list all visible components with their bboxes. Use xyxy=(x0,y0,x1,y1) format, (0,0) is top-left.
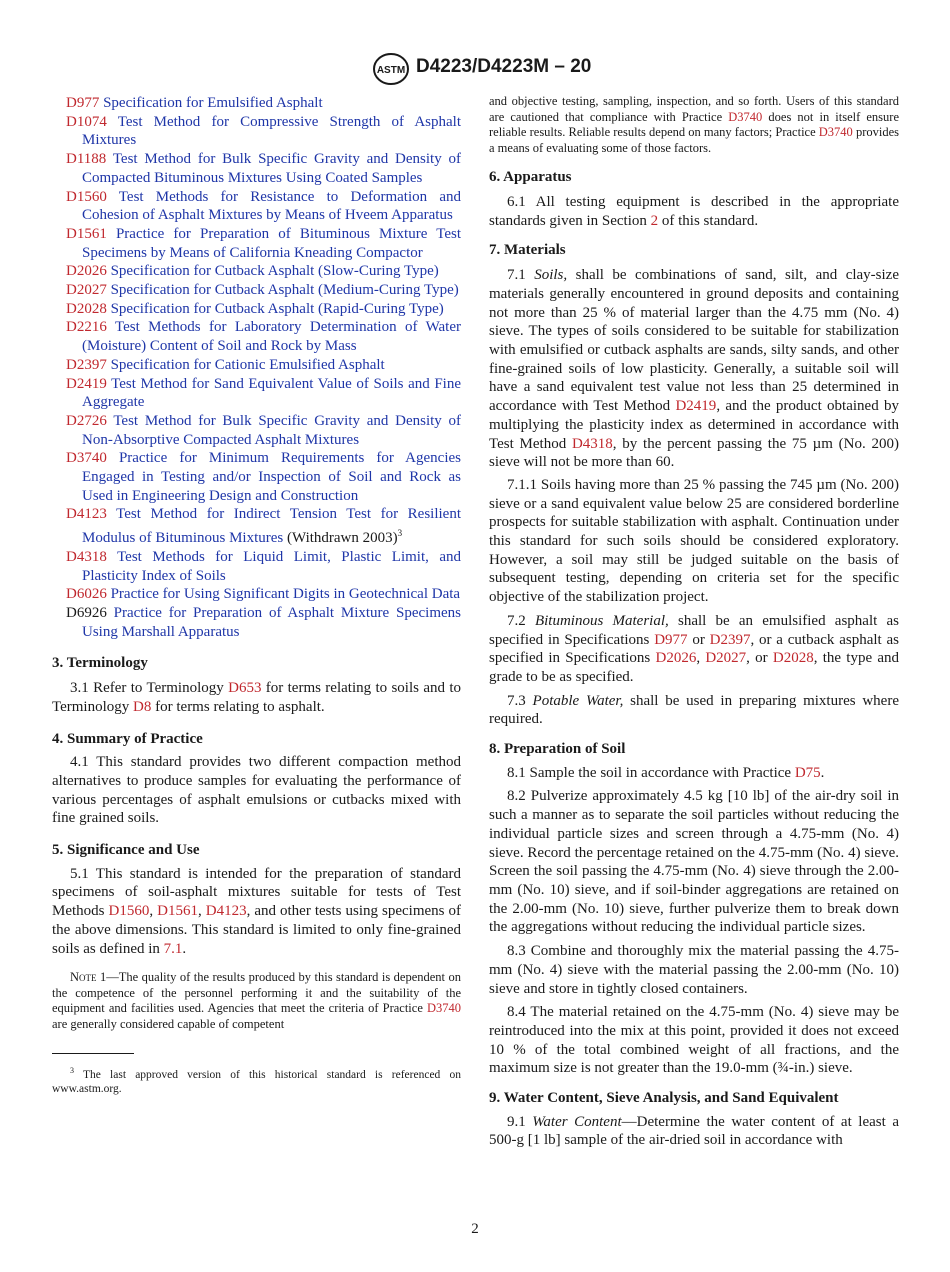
reference-code-link[interactable]: D977 xyxy=(66,95,100,111)
reference-code-link[interactable]: D1188 xyxy=(66,151,107,168)
paragraph-8-3: 8.3 Combine and thoroughly mix the material passing the 4.75-mm (No. 4) sieve with the material passing the 2.00-mm (No. 10) sieve and store in tightly closed containers. xyxy=(489,943,899,997)
link-d3740[interactable]: D3740 xyxy=(818,125,853,140)
link-d3740[interactable]: D3740 xyxy=(426,1001,461,1016)
standard-designation: D4223/D4223M – 20 xyxy=(416,56,592,77)
reference-code-link[interactable]: D6026 xyxy=(66,586,107,603)
reference-title-link[interactable]: Test Method for Bulk Specific Gravity and Density of Non-Absorptive Compacted Asphalt Mixtures xyxy=(82,412,462,448)
link-d2397[interactable]: D2397 xyxy=(709,631,751,648)
reference-code-link[interactable]: D2027 xyxy=(66,282,107,299)
page-header xyxy=(0,52,950,86)
paragraph-7-3: 7.3 Potable Water, shall be used in preparing mixtures where required. xyxy=(489,692,899,728)
paragraph-8-4: 8.4 The material retained on the 4.75-mm (No. 4) sieve may be reintroduced into the mix at this point, provided it does not exceed 10 % of the total combined weight of all fractions, and the maximum size is not greater than the 19.0-mm (¾-in.) sieve. xyxy=(489,1004,899,1077)
footnote-marker: 3 xyxy=(397,528,403,539)
section-8-heading: 8. Preparation of Soil xyxy=(489,741,626,758)
referenced-documents-list xyxy=(52,94,461,641)
paragraph-9-1: 9.1 Water Content—Determine the water content of at least a 500-g [1 lb] sample of the air-dried soil in accordance with xyxy=(489,1113,899,1149)
reference-title-link[interactable]: Specification for Emulsified Asphalt xyxy=(103,95,323,111)
paragraph-8-1: 8.1 Sample the soil in accordance with Practice D75. xyxy=(507,764,825,781)
reference-withdrawn-note: (Withdrawn 2003) xyxy=(283,530,398,547)
reference-code-link[interactable]: D2216 xyxy=(66,319,107,336)
reference-code-link[interactable]: D2026 xyxy=(66,263,107,280)
reference-title-link[interactable]: Specification for Cationic Emulsified Asphalt xyxy=(110,356,385,373)
link-d653[interactable]: D653 xyxy=(228,680,262,697)
link-d8[interactable]: D8 xyxy=(133,698,152,715)
reference-item-d2028 xyxy=(52,300,461,319)
reference-item-d3740 xyxy=(52,449,461,505)
svg-text:ASTM: ASTM xyxy=(376,65,406,76)
paragraph-3-1: 3.1 Refer to Terminology D653 for terms relating to soils and to Terminology D8 for terms relating to asphalt. xyxy=(52,680,461,715)
paragraph-6-1: 6.1 All testing equipment is described in the appropriate standards given in Section 2 of this standard. xyxy=(489,194,899,229)
link-d4123[interactable]: D4123 xyxy=(205,903,247,920)
reference-item-d2397 xyxy=(52,356,461,375)
link-d4318[interactable]: D4318 xyxy=(571,435,613,452)
reference-item-d2726 xyxy=(52,412,461,449)
reference-code-link[interactable]: D2419 xyxy=(66,375,107,392)
reference-code-link[interactable]: D6926 xyxy=(66,604,107,621)
section-9-heading: 9. Water Content, Sieve Analysis, and Sand Equivalent xyxy=(489,1090,839,1107)
reference-item-d1561 xyxy=(52,225,461,262)
reference-title-link[interactable]: Test Methods for Resistance to Deformation and Cohesion of Asphalt Mixtures by Means of Hveem Apparatus xyxy=(82,188,461,224)
reference-title-link[interactable]: Test Method for Compressive Strength of Asphalt Mixtures xyxy=(82,113,461,149)
link-d1560[interactable]: D1560 xyxy=(108,903,150,920)
reference-code-link[interactable]: D1561 xyxy=(66,225,107,242)
paragraph-4-1: 4.1 This standard provides two different compaction method alternatives to produce samples for evaluating the performance of various percentages of asphalt emulsions or cutbacks mixed with fine grained soils. xyxy=(52,754,461,827)
reference-title-link[interactable]: Practice for Minimum Requirements for Agencies Engaged in Testing and/or Inspection of Soil and Rock as Used in Engineering Design and Construction xyxy=(82,450,461,504)
section-5-heading: 5. Significance and Use xyxy=(52,842,200,859)
reference-item-d1560 xyxy=(52,188,461,225)
reference-title-link[interactable]: Specification for Cutback Asphalt (Medium-Curing Type) xyxy=(110,282,459,299)
link-d2028[interactable]: D2028 xyxy=(772,650,814,667)
paragraph-5-1: 5.1 This standard is intended for the preparation of standard specimens of soil-asphalt mixtures suitable for tests of Test Methods D1560, D1561, D4123, and other tests using specimens of the above dimensions. This standard is limited to only fine-grained soils as defined in 7.1. xyxy=(52,865,462,957)
link-d2419[interactable]: D2419 xyxy=(675,398,717,415)
reference-title-link[interactable]: Test Method for Indirect Tension Test for Resilient Modulus of Bituminous Mixtures xyxy=(82,506,461,547)
reference-code-link[interactable]: D3740 xyxy=(66,450,107,467)
note-1: Note 1—The quality of the results produced by this standard is dependent on the competence of the personnel performing it and the suitability of the equipment and facilities used. Agencies that meet the criteria of Practice D3740 are generally considered capable of competent xyxy=(52,970,461,1032)
reference-title-link[interactable]: Specification for Cutback Asphalt (Rapid-Curing Type) xyxy=(110,300,444,317)
section-3-heading: 3. Terminology xyxy=(52,655,148,672)
reference-item-d6026 xyxy=(52,585,461,604)
note-1-continued: and objective testing, sampling, inspection, and so forth. Users of this standard are cautioned that compliance with Practice D3740 does not in itself ensure reliable results. Reliable results depend on many factors; Practice D3740 provides a means of evaluating some of those factors. xyxy=(489,94,899,155)
link-d3740[interactable]: D3740 xyxy=(728,109,763,124)
reference-title-link[interactable]: Specification for Cutback Asphalt (Slow-Curing Type) xyxy=(110,263,439,280)
link-section-2[interactable]: 2 xyxy=(650,212,659,229)
astm-logo-icon xyxy=(372,52,410,86)
reference-item-d1188 xyxy=(52,150,461,187)
paragraph-7-1: 7.1 Soils, shall be combinations of sand, silt, and clay-size materials generally encountered in ground deposits and containing not more than 25 % of material larger than the 4.75 mm (No. 4) sieve. The types of soils considered to be suitable for stabilization with emulsified or cutback asphalts are sands, silty sands, and other fine-grained soils of low plasticity. Generally, a suitable soil will have a sand equivalent test value not less than 25 determined in accordance with Test Method D2419, and the product obtained by multiplying the plasticity index as determined in accordance with Test Method D4318, by the percent passing the 75 µm (No. 200) sieve will not be more than 60. xyxy=(489,267,899,471)
reference-item-d2419 xyxy=(52,375,461,412)
link-d2026[interactable]: D2026 xyxy=(655,650,697,667)
section-7-heading: 7. Materials xyxy=(489,242,566,259)
page-number: 2 xyxy=(471,1221,479,1237)
reference-title-link[interactable]: Practice for Preparation of Bituminous Mixture Test Specimens by Means of California Kneading Compactor xyxy=(82,225,461,261)
reference-item-d977 xyxy=(52,94,461,113)
reference-item-d4318 xyxy=(52,548,461,585)
section-6-heading: 6. Apparatus xyxy=(489,169,572,186)
reference-item-d1074 xyxy=(52,113,461,150)
reference-title-link[interactable]: Test Method for Sand Equivalent Value of Soils and Fine Aggregate xyxy=(82,375,461,411)
left-column xyxy=(52,94,461,1096)
section-4-heading: 4. Summary of Practice xyxy=(52,730,203,747)
footnote-3: $^3$ The last approved version of this historical standard is referenced on www.astm.org. xyxy=(52,1065,461,1095)
reference-item-d2216 xyxy=(52,318,461,355)
reference-title-link[interactable]: Test Methods for Laboratory Determination of Water (Moisture) Content of Soil and Rock by Mass xyxy=(82,319,461,355)
reference-code-link[interactable]: D4123 xyxy=(66,506,107,523)
link-d977[interactable]: D977 xyxy=(654,631,688,648)
reference-code-link[interactable]: D4318 xyxy=(66,548,107,565)
link-d1561[interactable]: D1561 xyxy=(157,903,198,920)
reference-code-link[interactable]: D1560 xyxy=(66,188,107,205)
link-section-7-1[interactable]: 7.1 xyxy=(163,940,183,957)
reference-item-d6926 xyxy=(52,604,461,641)
link-d2027[interactable]: D2027 xyxy=(705,650,747,667)
paragraph-7-1-1: 7.1.1 Soils having more than 25 % passing the 745 µm (No. 200) sieve or a sand equivalent value below 25 are considered borderline prospects for suitable stabilization with asphalt. Continuation under this standard for such soils should be considered exploratory. However, a soil may still be judged suitable on the basis of subsequent testing, depending on criteria set for the specific objective of the stabilization project. xyxy=(489,476,899,606)
reference-title-link[interactable]: Test Method for Bulk Specific Gravity and Density of Compacted Bituminous Mixtures Using Coated Samples xyxy=(82,151,462,186)
reference-title-link[interactable]: Practice for Using Significant Digits in Geotechnical Data xyxy=(110,586,461,603)
link-d75[interactable]: D75 xyxy=(794,764,821,781)
reference-title-link[interactable]: Practice for Preparation of Asphalt Mixture Specimens Using Marshall Apparatus xyxy=(82,604,461,640)
right-column xyxy=(489,94,899,1150)
reference-item-d2027 xyxy=(52,281,461,300)
paragraph-7-2: 7.2 Bituminous Material, shall be an emulsified asphalt as specified in Specifications D977 or D2397, or a cutback asphalt as specified in Specifications D2026, D2027, or D2028, the type and grade to be as specified. xyxy=(489,612,900,685)
paragraph-8-2: 8.2 Pulverize approximately 4.5 kg [10 lb] of the air-dry soil in such a manner as to separate the soil particles without reducing the individual particle sizes and screen through a 4.75-mm (No. 4) sieve. Record the percentage retained on the 4.75-mm (No. 4) sieve. Screen the soil passing the 4.75-mm (No. 4) sieve through the 2.00-mm (No. 10) sieve, and if soil-binder aggregations are retained on the 2.00-mm (No. 10) sieve, further pulverize them to break down the aggregations without reducing the individual particle sizes. xyxy=(489,788,899,936)
reference-item-d4123 xyxy=(52,505,461,547)
reference-code-link[interactable]: D2726 xyxy=(66,412,107,429)
reference-code-link[interactable]: D2028 xyxy=(66,300,107,317)
reference-code-link[interactable]: D2397 xyxy=(66,356,107,373)
reference-title-link[interactable]: Test Methods for Liquid Limit, Plastic Limit, and Plasticity Index of Soils xyxy=(82,548,461,584)
reference-item-d2026 xyxy=(52,262,461,281)
reference-code-link[interactable]: D1074 xyxy=(66,113,107,130)
